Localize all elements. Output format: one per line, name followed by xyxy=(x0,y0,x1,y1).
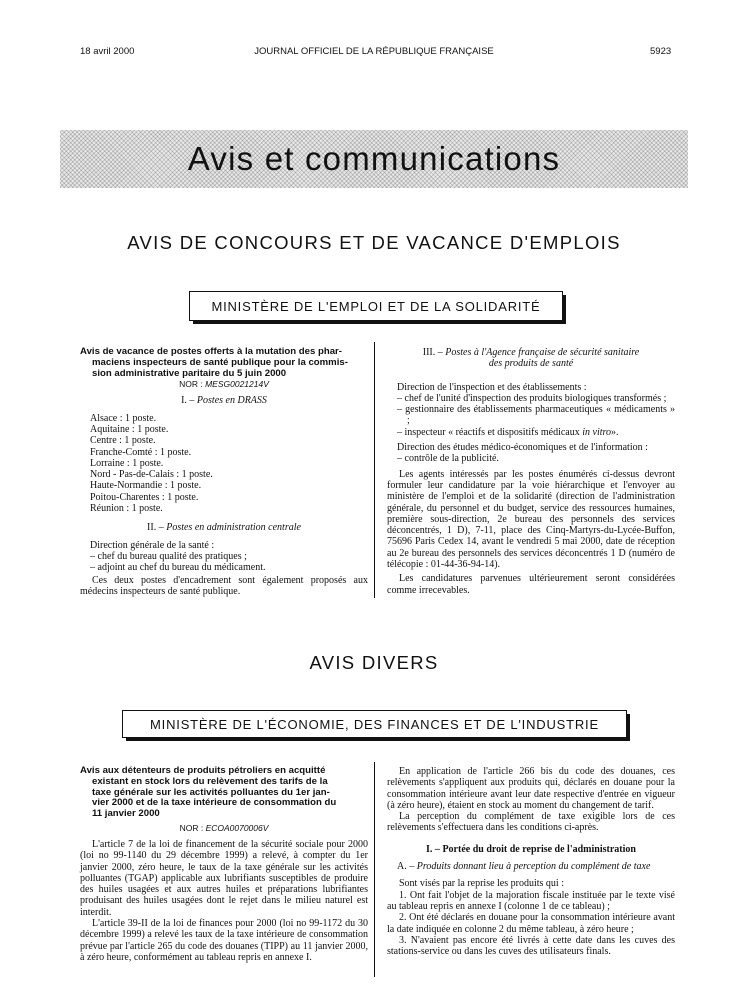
list-item: Centre : 1 poste. xyxy=(90,435,156,447)
column-right-2 xyxy=(387,766,675,957)
list-item: – contrôle de la publicité. xyxy=(397,453,499,465)
section-title-divers: AVIS DIVERS xyxy=(309,652,439,673)
direction-label: Direction des études médico-économiques et de l'information : xyxy=(397,442,648,454)
subsection-heading: III. – Postes à l'Agence française de sécurité sanitaire des produits de santé xyxy=(422,347,640,370)
list-item: – chef du bureau qualité des pratiques ; xyxy=(90,550,247,562)
ministry-box-emploi xyxy=(189,291,563,321)
paragraph: Les agents intéressés par les postes énumérés ci-dessus devront formuler leur candidature par la voie hiérarchique et l'envoyer au ministère de l'emploi et de la solidarité (direction de l'administration générale, du personnel et du budget, service des ressources humaines, première sous-direction, 2e bureau des personnels des services déconcentrés, 1 D), 7-11, place des Cinq-Martyrs-du-Lycée-Buffon, 75696 Paris Cedex 14, avant le vendredi 5 mai 2000, date de réception au 2e bureau des personnels des services déconcentrés 1 D (numéro de télécopie : 01-44-36-94-14). xyxy=(387,468,675,571)
region-list xyxy=(80,413,368,515)
list-item: Haute-Normandie : 1 poste. xyxy=(90,480,202,492)
paragraph: L'article 39-II de la loi de finances pour 2000 (loi no 99-1172 du 30 décembre 1999) a relevé les taux de la taxe intérieure de consommation prévue par l'article 265 du code des douanes (TIPP) au 11 janvier 2000, à zéro heure, conformément au tableau repris en annexe I. xyxy=(80,918,368,963)
paragraph: Sont visés par la reprise les produits qui : xyxy=(399,878,564,890)
list-item: – gestionnaire des établissements pharmaceutiques « médicaments » ; xyxy=(397,404,675,427)
list-item: – chef de l'unité d'inspection des produits biologiques transformés ; xyxy=(397,392,667,404)
list-item: – adjoint au chef du bureau du médicament. xyxy=(90,562,266,574)
nor-reference: NOR : ECOA0070006V xyxy=(179,822,269,833)
banner-title: Avis et communications xyxy=(187,140,561,177)
ministry-name: MINISTÈRE DE L'ÉCONOMIE, DES FINANCES ET DE L'INDUSTRIE xyxy=(150,716,599,732)
notice-heading: Avis aux détenteurs de produits pétroliers en acquitté existant en stock lors du relèvement des tarifs de la taxe générale sur les activités polluantes du 1er jan- vier 2000 et de la taxe intérieure de consommation du 11 janvier 2000 xyxy=(80,765,337,820)
list-item: – inspecteur « réactifs et dispositifs médicaux in vitro». xyxy=(397,426,619,438)
ministry-box-economie xyxy=(122,710,627,738)
notice-heading: Avis de vacance de postes offerts à la mutation des phar- maciens inspecteurs de santé publique pour la commis- sion administrative paritaire du 5 juin 2000 xyxy=(80,346,348,379)
subsection-heading: I. – Postes en DRASS xyxy=(181,395,267,407)
paragraph: La perception du complément de taxe exigible lors de ces relèvements s'effectuera dans les conditions ci-après. xyxy=(387,811,675,834)
ministry-name: MINISTÈRE DE L'EMPLOI ET DE LA SOLIDARITÉ xyxy=(211,298,541,314)
issue-date: 18 avril 2000 xyxy=(80,46,135,57)
subsection-heading: A. – Produits donnant lieu à perception du complément de taxe xyxy=(397,861,651,873)
subsection-heading: I. – Portée du droit de reprise de l'administration xyxy=(426,843,636,855)
subsection-heading: II. – Postes en administration centrale xyxy=(147,522,301,534)
list-item: Nord - Pas-de-Calais : 1 poste. xyxy=(90,469,213,481)
list-item: Franche-Comté : 1 poste. xyxy=(90,446,192,458)
paragraph: Les candidatures parvenues ultérieurement seront considérées comme irrecevables. xyxy=(387,573,675,596)
column-left-2 xyxy=(80,766,368,963)
paragraph: L'article 7 de la loi de financement de la sécurité sociale pour 2000 (loi no 99-1140 du 29 décembre 1999) a relevé, à compter du 1er janvier 2000, zéro heure, le taux de la taxe générale sur les activités polluantes (TGAP) applicable aux lubrifiants susceptibles de produire des huiles usagées et aux autres huiles et préparations lubrifiantes produisant des huiles usagées dont le rejet dans le milieu naturel est interdit. xyxy=(80,838,368,918)
journal-title: JOURNAL OFFICIEL DE LA RÉPUBLIQUE FRANÇAISE xyxy=(254,46,494,57)
direction-label: Direction de l'inspection et des établissements : xyxy=(397,381,587,393)
nor-reference: NOR : MESG0021214V xyxy=(179,379,269,390)
direction-label: Direction générale de la santé : xyxy=(90,539,215,551)
column-left-1 xyxy=(80,347,368,597)
section-title-concours: AVIS DE CONCOURS ET DE VACANCE D'EMPLOIS xyxy=(127,232,621,253)
list-item: Alsace : 1 poste. xyxy=(90,412,157,424)
list-item: 2. Ont été déclarés en douane pour la consommation intérieure avant la date indiquée en colonne 2 du même tableau, à zéro heure ; xyxy=(387,912,675,935)
banner xyxy=(60,130,688,188)
list-item: 3. N'avaient pas encore été livrés à cette date dans les cuves des stations-service ou dans les cuves des utilisateurs finals. xyxy=(387,934,675,958)
list-item: Aquitaine : 1 poste. xyxy=(90,423,169,435)
column-divider xyxy=(374,342,375,598)
list-item: Réunion : 1 poste. xyxy=(90,503,163,515)
list-item: Poitou-Charentes : 1 poste. xyxy=(90,491,199,503)
paragraph: En application de l'article 266 bis du code des douanes, ces relèvements s'appliquent aux produits qui, déclarés en douane pour la consommation intérieure avant leur date respective d'entrée en vigueur (à zéro heure), étaient en stock au moment du changement de tarif. xyxy=(387,766,675,811)
list-item: Lorraine : 1 poste. xyxy=(90,457,164,469)
paragraph: Ces deux postes d'encadrement sont également proposés aux médecins inspecteurs de santé publique. xyxy=(80,574,368,597)
page-number: 5923 xyxy=(650,46,672,57)
column-right-1 xyxy=(387,347,675,596)
column-divider xyxy=(374,762,375,977)
list-item: 1. Ont fait l'objet de la majoration fiscale instituée par le texte visé au tableau repris en annexe I (colonne 1 de ce tableau) ; xyxy=(387,889,675,912)
